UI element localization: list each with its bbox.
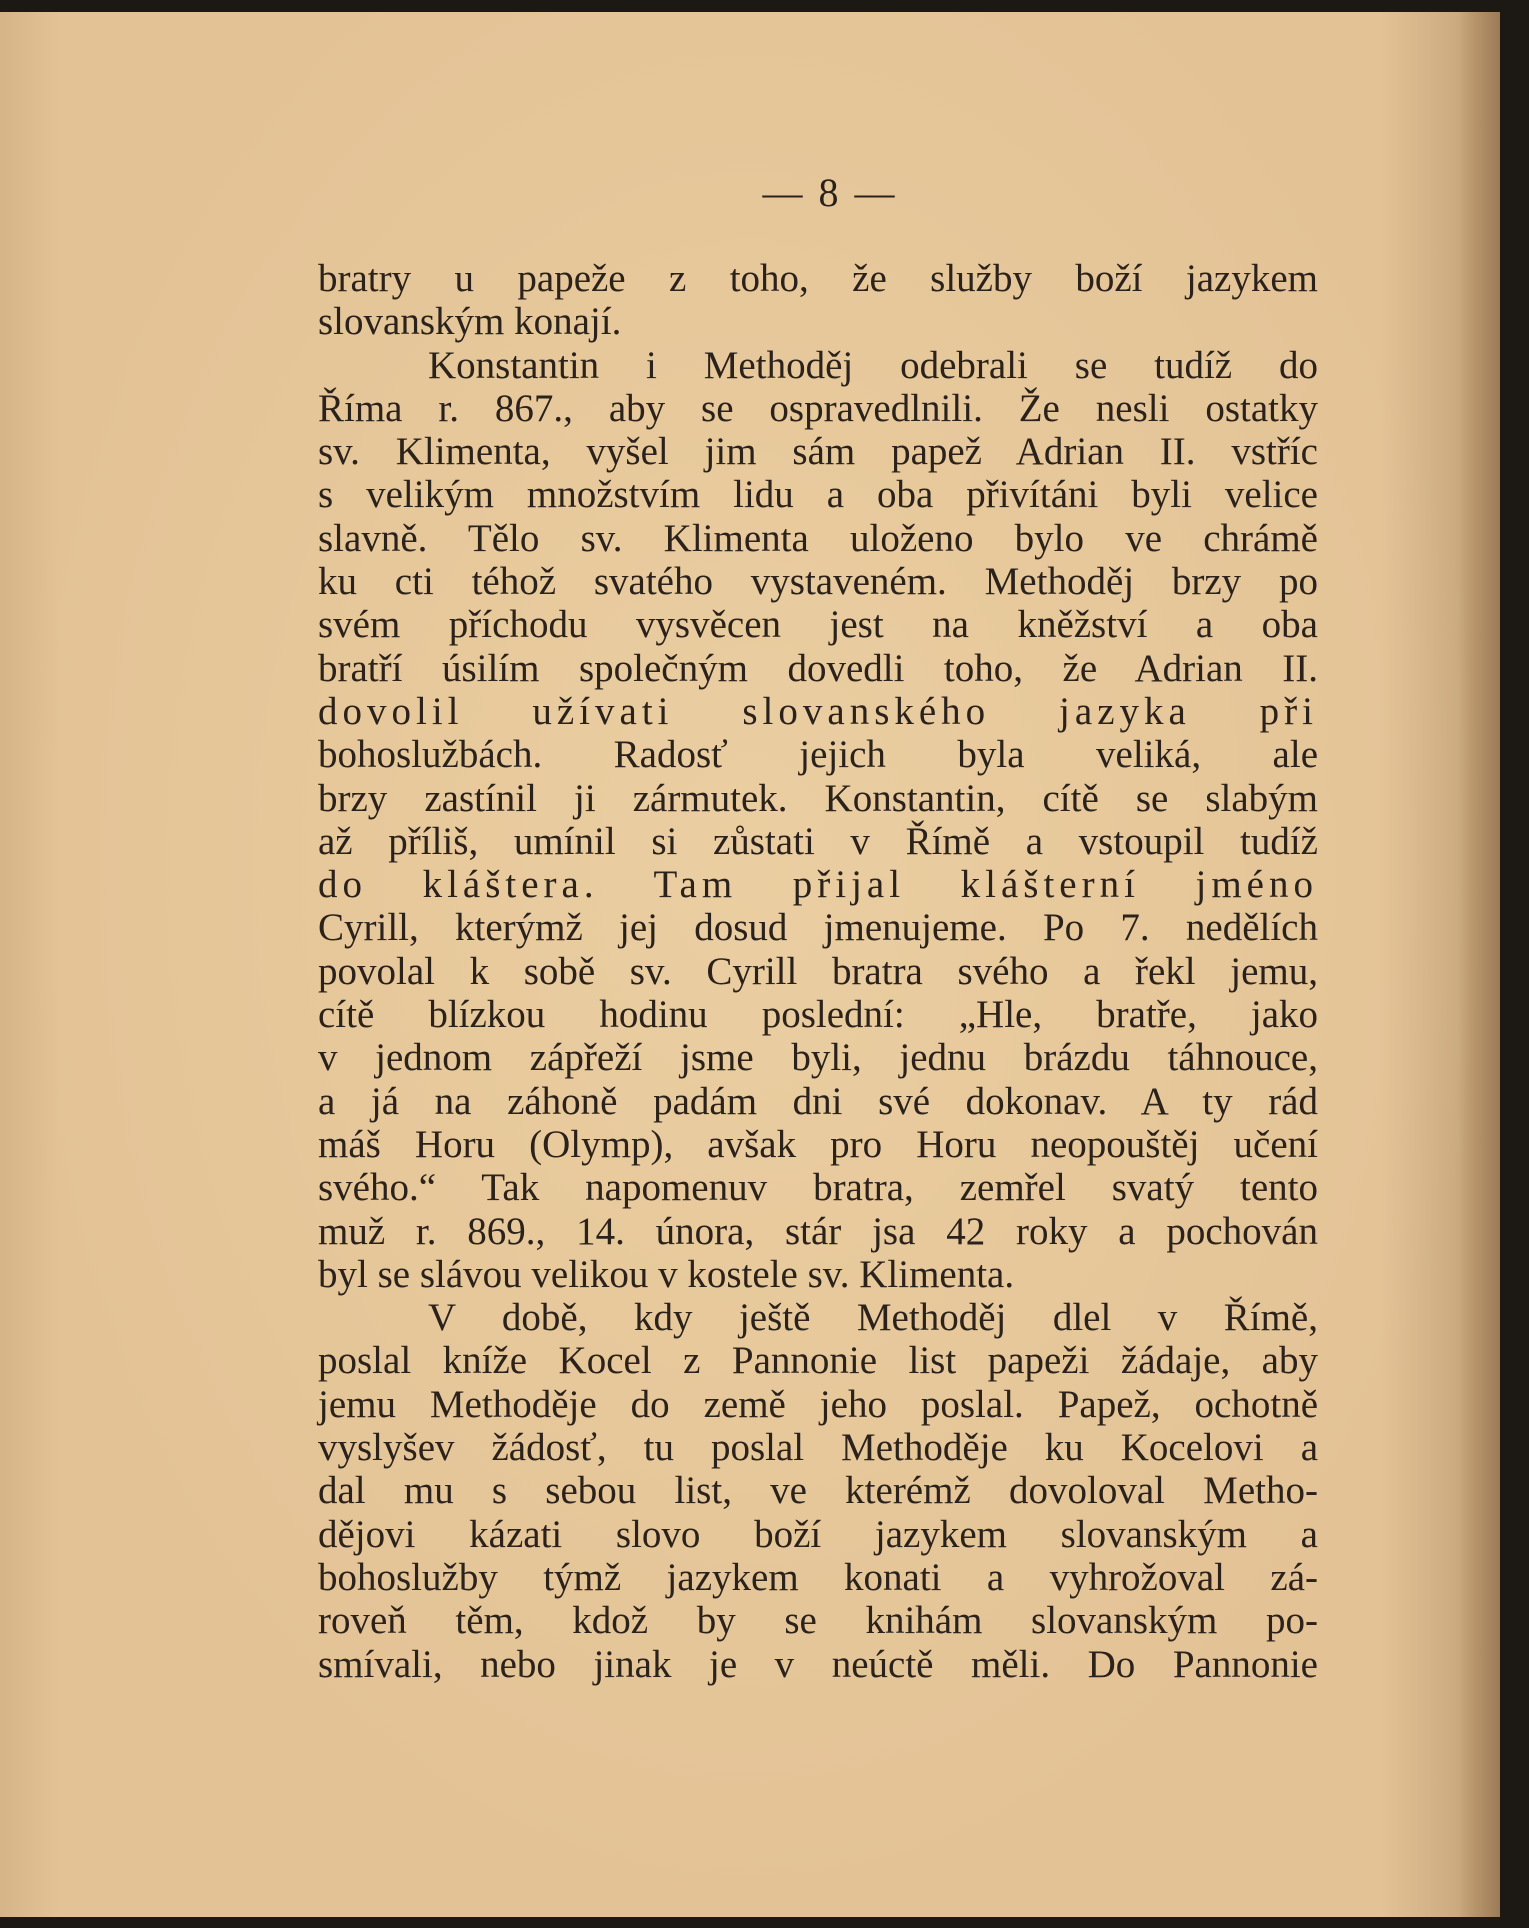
text-line: dal mu s sebou list, ve kterémž dovoloval Metho- [318, 1469, 1318, 1513]
book-page [0, 12, 1500, 1917]
text-line: bohoslužbách. Radosť jejich byla veliká, ale [318, 733, 1318, 777]
text-line: dovolil užívati slovanského jazyka při [318, 689, 1318, 733]
text-line: a já na záhoně padám dni své dokonav. A ty rád [318, 1079, 1318, 1123]
text-line: dějovi kázati slovo boží jazykem slovanským a [318, 1512, 1318, 1556]
text-line: cítě blízkou hodinu poslední: „Hle, bratře, jako [318, 993, 1318, 1037]
page-edge-shadow [1458, 12, 1500, 1917]
text-line: s velikým množstvím lidu a oba přivítáni byli velice [318, 473, 1318, 517]
text-line: svém příchodu vysvěcen jest na kněžství a oba [318, 603, 1318, 647]
text-line: do kláštera. Tam přijal klášterní jméno [318, 863, 1318, 907]
text-line: vyslyšev žádosť, tu poslal Methoděje ku Kocelovi a [318, 1426, 1318, 1470]
text-line: smívali, nebo jinak je v neúctě měli. Do Pannonie [318, 1642, 1318, 1686]
text-line: jemu Methoděje do země jeho poslal. Papež, ochotně [318, 1382, 1318, 1426]
text-line: V době, kdy ještě Methoděj dlel v Římě, [428, 1296, 1318, 1340]
text-line: až příliš, umínil si zůstati v Římě a vstoupil tudíž [318, 819, 1318, 863]
text-line: ku cti téhož svatého vystaveném. Methoděj brzy po [318, 560, 1318, 604]
text-line: bratry u papeže z toho, že služby boží jazykem [318, 257, 1318, 300]
text-line: Říma r. 867., aby se ospravedlnili. Že nesli ostatky [318, 386, 1318, 430]
text-line: slavně. Tělo sv. Klimenta uloženo bylo ve chrámě [318, 516, 1318, 560]
text-line: bratří úsilím společným dovedli toho, že Adrian II. [318, 646, 1318, 690]
text-line: roveň těm, kdož by se knihám slovanským po- [318, 1599, 1318, 1643]
text-line: povolal k sobě sv. Cyrill bratra svého a řekl jemu, [318, 949, 1318, 993]
text-line: byl se slávou velikou v kostele sv. Klimenta. [318, 1252, 1015, 1296]
text-line: bohoslužby týmž jazykem konati a vyhrožoval zá- [318, 1555, 1318, 1599]
text-line: v jednom zápřeží jsme byli, jednu brázdu táhnouce, [318, 1036, 1318, 1080]
text-line: Konstantin i Methoděj odebrali se tudíž do [428, 343, 1318, 387]
text-line: slovanským konají. [318, 300, 622, 344]
text-line: brzy zastínil ji zármutek. Konstantin, cítě se slabým [318, 776, 1318, 820]
text-line: muž r. 869., 14. února, stár jsa 42 roky a pochován [318, 1209, 1318, 1253]
body-text [318, 257, 1318, 1686]
text-line: sv. Klimenta, vyšel jim sám papež Adrian II. vstříc [318, 430, 1318, 474]
text-line: Cyrill, kterýmž jej dosud jmenujeme. Po 7. nedělích [318, 906, 1318, 950]
text-line: poslal kníže Kocel z Pannonie list papeži žádaje, aby [318, 1339, 1318, 1383]
page-number: — 8 — [762, 170, 898, 215]
text-line: máš Horu (Olymp), avšak pro Horu neopouštěj učení [318, 1122, 1318, 1166]
text-line: svého.“ Tak napomenuv bratra, zemřel svatý tento [318, 1166, 1318, 1210]
